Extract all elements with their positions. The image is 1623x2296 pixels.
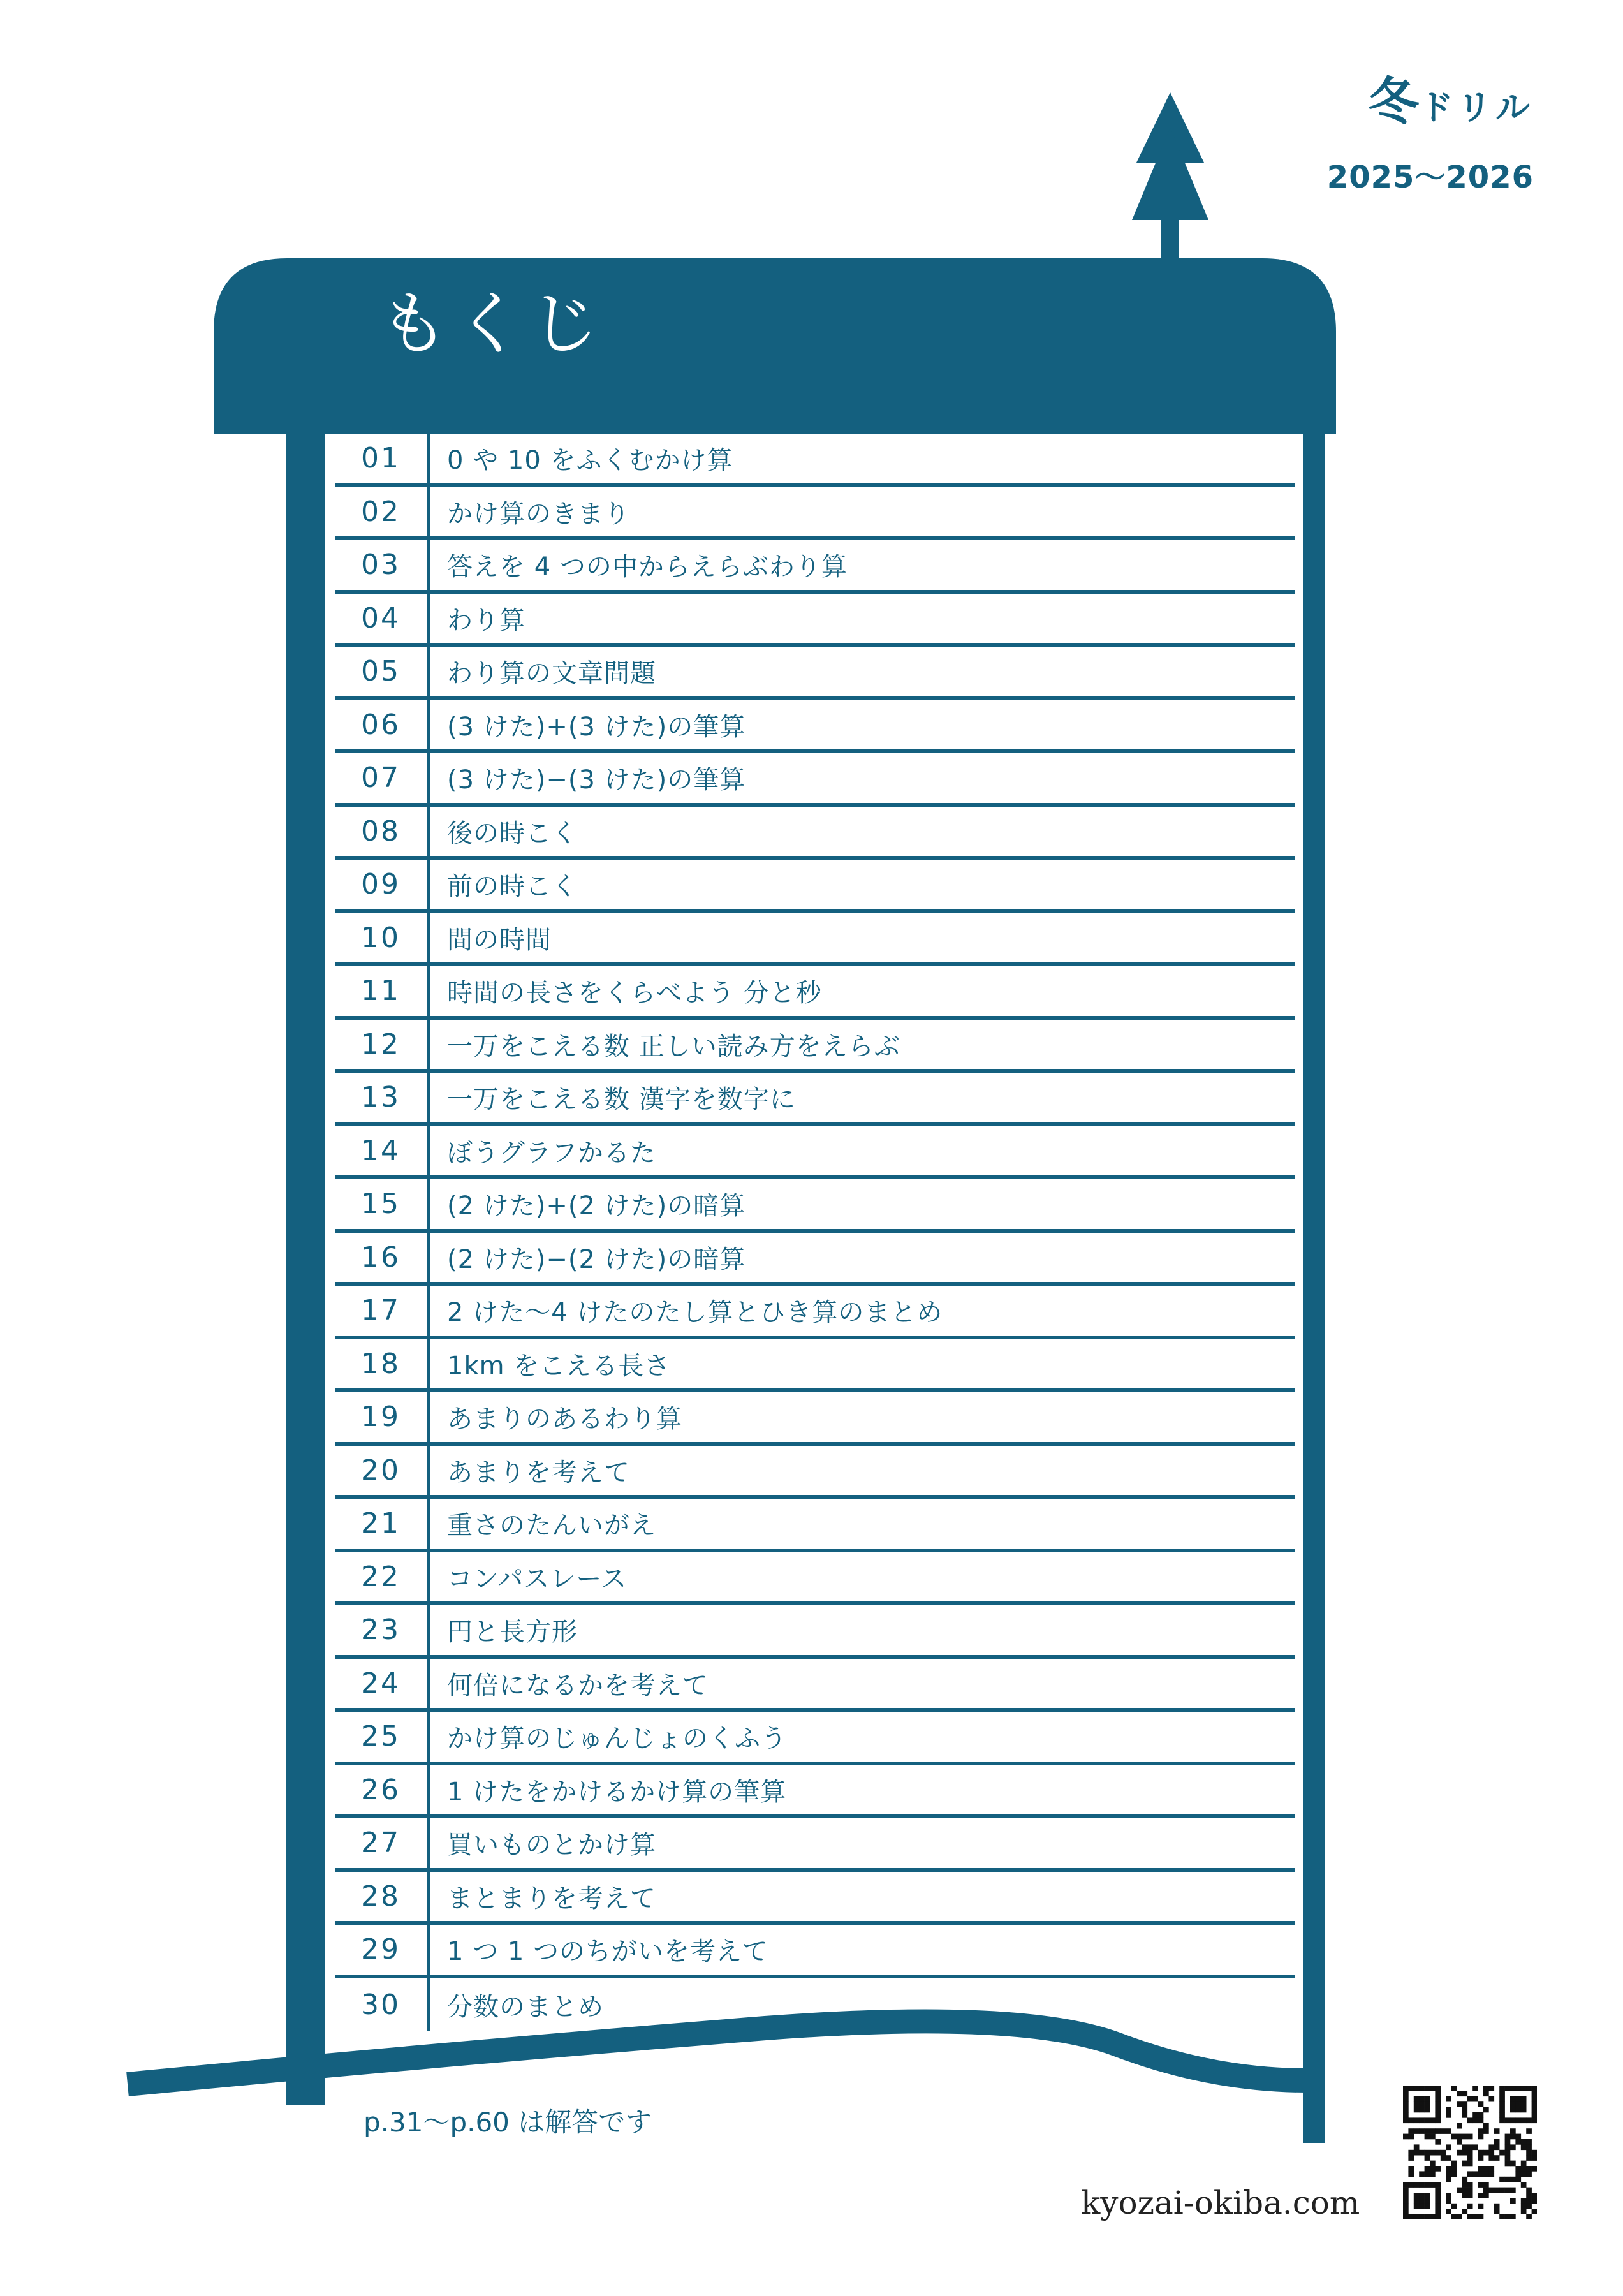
tree-icon <box>1132 92 1208 261</box>
toc-number: 14 <box>335 1126 430 1176</box>
drill-label: ドリル <box>1419 87 1534 128</box>
toc-row <box>335 1978 1295 2032</box>
toc-label: 重さのたんいがえ <box>447 1511 656 1541</box>
toc-label: (2 けた)−(2 けた)の暗算 <box>447 1244 746 1274</box>
toc-number: 18 <box>335 1339 430 1389</box>
toc-label: 前の時こく <box>447 872 578 902</box>
toc-label: あまりを考えて <box>447 1457 630 1487</box>
toc-label: コンパスレース <box>447 1564 628 1594</box>
website-url: kyozai-okiba.com <box>1081 2184 1360 2221</box>
toc-label: 円と長方形 <box>447 1617 578 1647</box>
toc-label: 答えを 4 つの中からえらぶわり算 <box>447 552 848 582</box>
toc-row <box>335 540 1295 594</box>
brand-block <box>1326 72 1534 196</box>
toc-label: 買いものとかけ算 <box>447 1830 656 1860</box>
toc-row <box>335 1552 1295 1606</box>
toc-number: 02 <box>335 487 430 537</box>
toc-number: 04 <box>335 594 430 644</box>
toc-row <box>335 807 1295 860</box>
toc-number: 29 <box>335 1925 430 1975</box>
toc-row <box>335 1392 1295 1446</box>
toc-row <box>335 860 1295 913</box>
toc-number: 12 <box>335 1020 430 1070</box>
toc-row <box>335 1020 1295 1073</box>
toc-number: 22 <box>335 1552 430 1602</box>
toc-row <box>335 1925 1295 1978</box>
toc-row <box>335 700 1295 754</box>
toc-label: かけ算のじゅんじょのくふう <box>447 1724 787 1754</box>
toc-row <box>335 647 1295 700</box>
toc-label: 一万をこえる数 正しい読み方をえらぶ <box>447 1031 900 1061</box>
toc-row <box>335 966 1295 1020</box>
toc-row <box>335 1765 1295 1819</box>
toc-number: 28 <box>335 1872 430 1922</box>
toc-row <box>335 434 1295 487</box>
toc-label: あまりのあるわり算 <box>447 1404 682 1434</box>
toc-label: 分数のまとめ <box>447 1992 604 2022</box>
toc-number: 13 <box>335 1073 430 1122</box>
toc-row <box>335 1073 1295 1126</box>
toc-number: 07 <box>335 753 430 803</box>
toc-row <box>335 913 1295 967</box>
toc-row <box>335 594 1295 647</box>
toc-row <box>335 1233 1295 1286</box>
toc-row <box>335 1659 1295 1712</box>
toc-label: 間の時間 <box>447 925 552 955</box>
toc-row <box>335 1872 1295 1925</box>
toc-number: 24 <box>335 1659 430 1709</box>
toc-row <box>335 1126 1295 1180</box>
toc-number: 03 <box>335 540 430 590</box>
toc-number: 11 <box>335 966 430 1016</box>
toc-title: もくじ <box>379 284 606 364</box>
toc-label: 後の時こく <box>447 818 578 848</box>
toc-label: 1 けたをかけるかけ算の筆算 <box>447 1777 787 1807</box>
toc-label: かけ算のきまり <box>447 499 630 529</box>
left-post <box>286 434 325 2105</box>
toc-label: 一万をこえる数 漢字を数字に <box>447 1085 796 1115</box>
toc-number: 19 <box>335 1392 430 1442</box>
toc-row <box>335 1339 1295 1393</box>
toc-label: 時間の長さをくらべよう 分と秒 <box>447 978 822 1008</box>
toc-row <box>335 753 1295 807</box>
toc-number: 08 <box>335 807 430 857</box>
toc-number: 25 <box>335 1712 430 1762</box>
season-title: 冬 <box>1368 72 1419 131</box>
year-range: 2025〜2026 <box>1326 159 1534 195</box>
toc-label: 2 けた〜4 けたのたし算とひき算のまとめ <box>447 1298 943 1328</box>
toc-label: わり算の文章問題 <box>447 659 656 689</box>
right-post <box>1303 434 1325 2143</box>
toc-number: 15 <box>335 1179 430 1229</box>
toc-label: ぼうグラフかるた <box>447 1138 656 1168</box>
toc-number: 06 <box>335 700 430 750</box>
answers-note: p.31〜p.60 は解答です <box>364 2107 652 2138</box>
toc-label: まとまりを考えて <box>447 1883 656 1913</box>
toc-label: わり算 <box>447 605 525 635</box>
toc-number: 26 <box>335 1765 430 1815</box>
toc-number: 09 <box>335 860 430 909</box>
toc-number: 27 <box>335 1818 430 1868</box>
toc-row <box>335 1818 1295 1872</box>
toc-label: (3 けた)−(3 けた)の筆算 <box>447 765 746 795</box>
toc-number: 16 <box>335 1233 430 1283</box>
toc-row <box>335 1286 1295 1339</box>
toc-number: 21 <box>335 1499 430 1549</box>
toc-label: 1 つ 1 つのちがいを考えて <box>447 1937 769 1967</box>
toc-row <box>335 1499 1295 1552</box>
toc-number: 10 <box>335 913 430 963</box>
toc-row <box>335 1605 1295 1659</box>
toc-row <box>335 1446 1295 1499</box>
toc-row <box>335 1712 1295 1765</box>
toc-number: 05 <box>335 647 430 696</box>
toc-list <box>335 434 1295 2031</box>
toc-label: (2 けた)+(2 けた)の暗算 <box>447 1191 746 1221</box>
toc-number: 23 <box>335 1605 430 1655</box>
toc-label: 1km をこえる長さ <box>447 1351 671 1381</box>
toc-label: (3 けた)+(3 けた)の筆算 <box>447 712 746 742</box>
qr-code <box>1403 2086 1537 2219</box>
toc-number: 20 <box>335 1446 430 1496</box>
toc-row <box>335 1179 1295 1233</box>
toc-row <box>335 487 1295 541</box>
toc-label: 何倍になるかを考えて <box>447 1670 709 1700</box>
toc-number: 01 <box>335 434 430 483</box>
toc-number: 30 <box>335 1978 430 2032</box>
toc-label: 0 や 10 をふくむかけ算 <box>447 446 733 476</box>
toc-number: 17 <box>335 1286 430 1336</box>
